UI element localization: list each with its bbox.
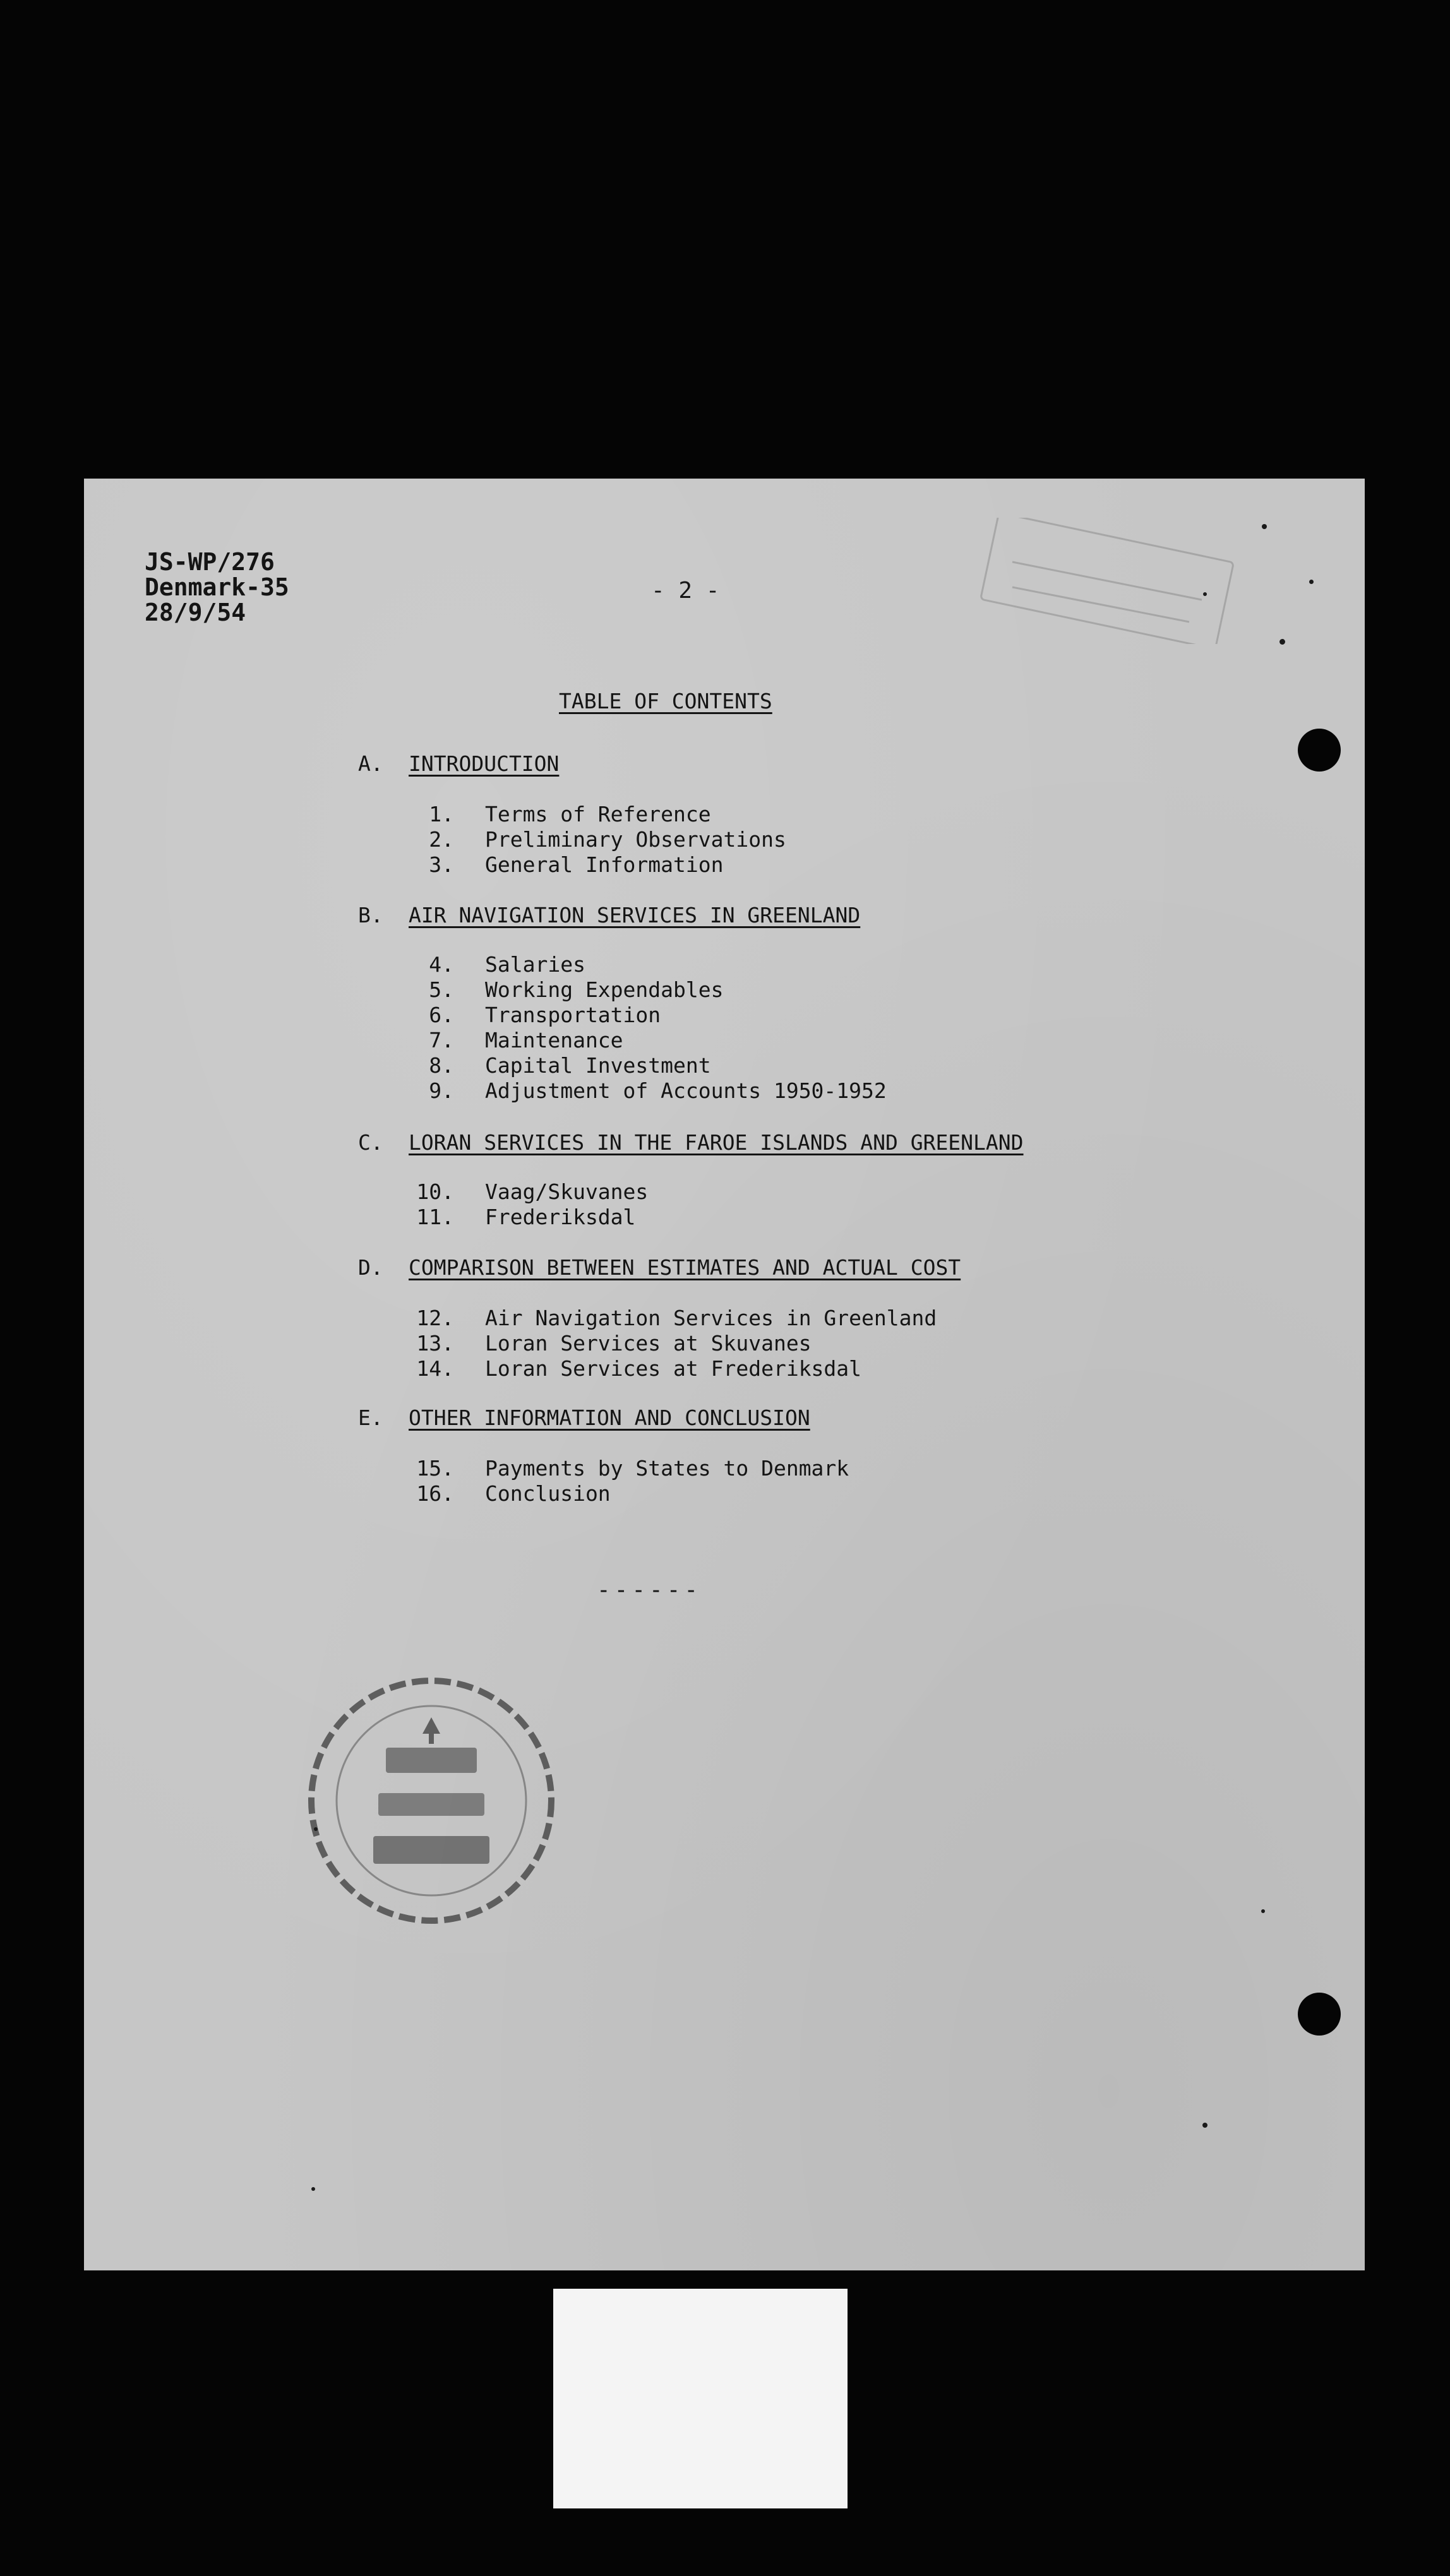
item-number: 14. (416, 1356, 454, 1381)
paper-speck (311, 2187, 315, 2191)
section-d-heading (358, 1255, 961, 1280)
paper-speck (1279, 639, 1285, 645)
item-text: Loran Services at Skuvanes (485, 1331, 812, 1356)
section-title: INTRODUCTION (409, 751, 560, 776)
item-number: 16. (416, 1481, 454, 1506)
punch-hole-top (1298, 729, 1341, 772)
reference-date: 28/9/54 (145, 599, 246, 626)
item-number: 7. (429, 1028, 454, 1052)
item-text: Payments by States to Denmark (485, 1456, 849, 1481)
item-number: 13. (416, 1331, 454, 1356)
section-e-heading (358, 1405, 810, 1430)
paper-speck (1261, 1909, 1265, 1913)
document-page (84, 479, 1365, 2270)
blank-label-card (553, 2289, 848, 2508)
item-number: 12. (416, 1306, 454, 1330)
item-number: 8. (429, 1053, 454, 1078)
item-text: Capital Investment (485, 1053, 711, 1078)
reference-country: Denmark-35 (145, 573, 289, 601)
item-number: 3. (429, 852, 454, 877)
item-text: Maintenance (485, 1028, 623, 1052)
item-text: Frederiksdal (485, 1205, 636, 1229)
item-text: Working Expendables (485, 977, 724, 1002)
paper-speck (314, 1827, 318, 1831)
toc-title: TABLE OF CONTENTS (559, 689, 772, 713)
section-title: COMPARISON BETWEEN ESTIMATES AND ACTUAL COST (409, 1255, 961, 1280)
section-b-heading (358, 903, 860, 927)
section-letter: C. (358, 1130, 383, 1155)
item-number: 2. (429, 827, 454, 852)
section-letter: A. (358, 751, 383, 776)
item-number: 5. (429, 977, 454, 1002)
section-title: LORAN SERVICES IN THE FAROE ISLANDS AND GREENLAND (409, 1130, 1024, 1155)
punch-hole-bottom (1298, 1993, 1341, 2036)
item-number: 6. (429, 1003, 454, 1027)
section-title: AIR NAVIGATION SERVICES IN GREENLAND (409, 903, 861, 927)
item-text: Transportation (485, 1003, 661, 1027)
section-c-heading (358, 1130, 1024, 1155)
paper-speck (1309, 580, 1314, 584)
paper-speck (1203, 592, 1207, 596)
section-letter: E. (358, 1405, 383, 1430)
item-text: Air Navigation Services in Greenland (485, 1306, 937, 1330)
item-text: General Information (485, 852, 724, 877)
section-title: OTHER INFORMATION AND CONCLUSION (409, 1405, 810, 1430)
item-text: Terms of Reference (485, 802, 711, 826)
item-number: 4. (429, 952, 454, 977)
reference-code: JS-WP/276 (145, 548, 275, 576)
item-text: Vaag/Skuvanes (485, 1179, 649, 1204)
item-text: Loran Services at Frederiksdal (485, 1356, 862, 1381)
item-text: Salaries (485, 952, 585, 977)
item-text: Adjustment of Accounts 1950-1952 (485, 1078, 887, 1103)
item-number: 1. (429, 802, 454, 826)
section-letter: B. (358, 903, 383, 927)
item-number: 15. (416, 1456, 454, 1481)
section-letter: D. (358, 1255, 383, 1280)
item-number: 9. (429, 1078, 454, 1103)
page-number: - 2 - (651, 578, 720, 604)
section-a-heading (358, 751, 559, 776)
paper-speck (1262, 524, 1267, 529)
item-text: Preliminary Observations (485, 827, 786, 852)
item-text: Conclusion (485, 1481, 611, 1506)
document-reference (145, 549, 289, 625)
round-stamp (304, 1673, 559, 1928)
item-number: 10. (416, 1179, 454, 1204)
faint-stamp-mark (974, 518, 1240, 644)
end-separator: ------ (597, 1577, 702, 1603)
item-number: 11. (416, 1205, 454, 1229)
paper-speck (1202, 2123, 1207, 2128)
